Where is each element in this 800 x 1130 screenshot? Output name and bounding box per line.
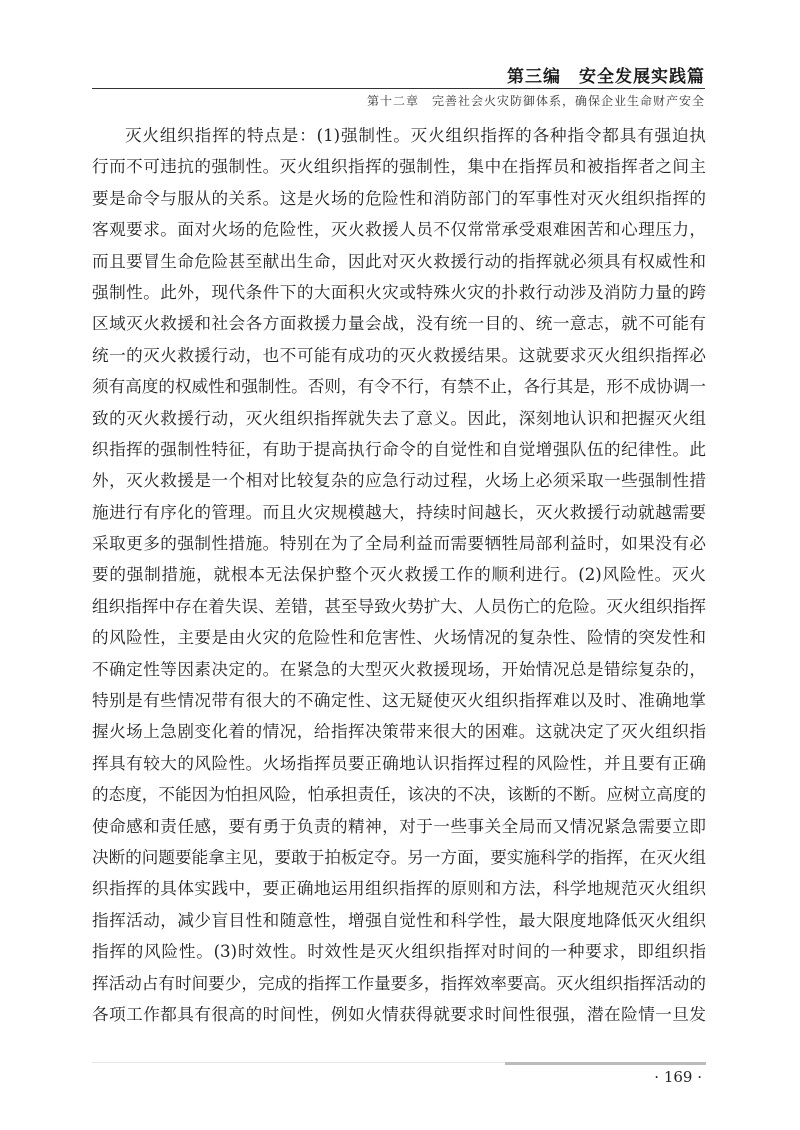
text-line: 特别是有些情况带有很大的不确定性、这无疑使灭火组织指挥难以及时、准确地掌 — [92, 691, 706, 711]
text-line: 要是命令与服从的关系。这是火场的危险性和消防部门的军事性对灭火组织指挥的 — [92, 188, 706, 208]
text-line: 施进行有序化的管理。而且火灾规模越大，持续时间越长，灭火救援行动就越需要 — [92, 502, 706, 522]
text-line: 指挥活动，减少盲目性和随意性，增强自觉性和科学性，最大限度地降低灭火组织 — [92, 910, 706, 930]
text-line: 灭火组织指挥的特点是：(1)强制性。灭火组织指挥的各种指令都具有强迫执 — [125, 126, 706, 145]
text-line: 各项工作都具有很高的时间性，例如火情获得就要求时间性很强，潜在险情一旦发 — [92, 1004, 706, 1024]
footer-divider-accent — [505, 1062, 706, 1065]
text-line: 须有高度的权威性和强制性。否则，有令不行，有禁不止，各行其是，形不成协调一 — [92, 377, 706, 397]
text-line: 握火场上急剧变化着的情况，给指挥决策带来很大的困难。这就决定了灭火组织指 — [92, 722, 706, 742]
running-header-chapter-title: 第十二章 完善社会火灾防御体系，确保企业生命财产安全 — [366, 94, 705, 108]
text-line: 挥具有较大的风险性。火场指挥员要正确地认识指挥过程的风险性，并且要有正确 — [92, 753, 706, 773]
text-line: 决断的问题要能拿主见，要敢于拍板定夺。另一方面，要实施科学的指挥，在灭火组 — [92, 847, 706, 867]
page-number: · 169 · — [654, 1068, 702, 1086]
text-line: 组织指挥中存在着失误、差错，甚至导致火势扩大、人员伤亡的危险。灭火组织指挥 — [92, 596, 706, 616]
text-line: 的态度，不能因为怕担风险，怕承担责任，该决的不决，该断的不断。应树立高度的 — [92, 785, 706, 805]
text-line: 强制性。此外，现代条件下的大面积火灾或特殊火灾的扑救行动涉及消防力量的跨 — [92, 282, 706, 302]
text-line: 行而不可违抗的强制性。灭火组织指挥的强制性，集中在指挥员和被指挥者之间主 — [92, 157, 706, 177]
text-line: 的风险性，主要是由火灾的危险性和危害性、火场情况的复杂性、险情的突发性和 — [92, 628, 706, 648]
text-line: 区域灭火救援和社会各方面救援力量会战，没有统一目的、统一意志，就不可能有 — [92, 314, 706, 334]
text-line: 采取更多的强制性措施。特别在为了全局利益而需要牺牲局部利益时，如果没有必 — [92, 534, 706, 554]
text-line: 外，灭火救援是一个相对比较复杂的应急行动过程，火场上必须采取一些强制性措 — [92, 471, 706, 491]
body-paragraph — [92, 120, 706, 1030]
text-line: 客观要求。面对火场的危险性，灭火救援人员不仅常常承受艰难困苦和心理压力， — [92, 220, 706, 240]
text-line: 致的灭火救援行动，灭火组织指挥就失去了意义。因此，深刻地认识和把握灭火组 — [92, 408, 706, 428]
text-line: 要的强制措施，就根本无法保护整个灭火救援工作的顺利进行。(2)风险性。灭火 — [92, 565, 706, 585]
text-line: 不确定性等因素决定的。在紧急的大型灭火救援现场，开始情况总是错综复杂的， — [92, 659, 706, 679]
text-line: 使命感和责任感，要有勇于负责的精神，对于一些事关全局而又情况紧急需要立即 — [92, 816, 706, 836]
text-line: 挥活动占有时间要少，完成的指挥工作量要多，指挥效率要高。灭火组织指挥活动的 — [92, 973, 706, 993]
text-line: 而且要冒生命危险甚至献出生命，因此对灭火救援行动的指挥就必须具有权威性和 — [92, 251, 706, 271]
text-line: 统一的灭火救援行动，也不可能有成功的灭火救援结果。这就要求灭火组织指挥必 — [92, 345, 706, 365]
header-divider — [92, 88, 705, 89]
text-line: 织指挥的强制性特征，有助于提高执行命令的自觉性和自觉增强队伍的纪律性。此 — [92, 439, 706, 459]
running-header-part-title: 第三编 安全发展实践篇 — [507, 67, 705, 87]
text-line: 织指挥的具体实践中，要正确地运用组织指挥的原则和方法，科学地规范灭火组织 — [92, 879, 706, 899]
text-line: 指挥的风险性。(3)时效性。时效性是灭火组织指挥对时间的一种要求，即组织指 — [92, 942, 706, 962]
